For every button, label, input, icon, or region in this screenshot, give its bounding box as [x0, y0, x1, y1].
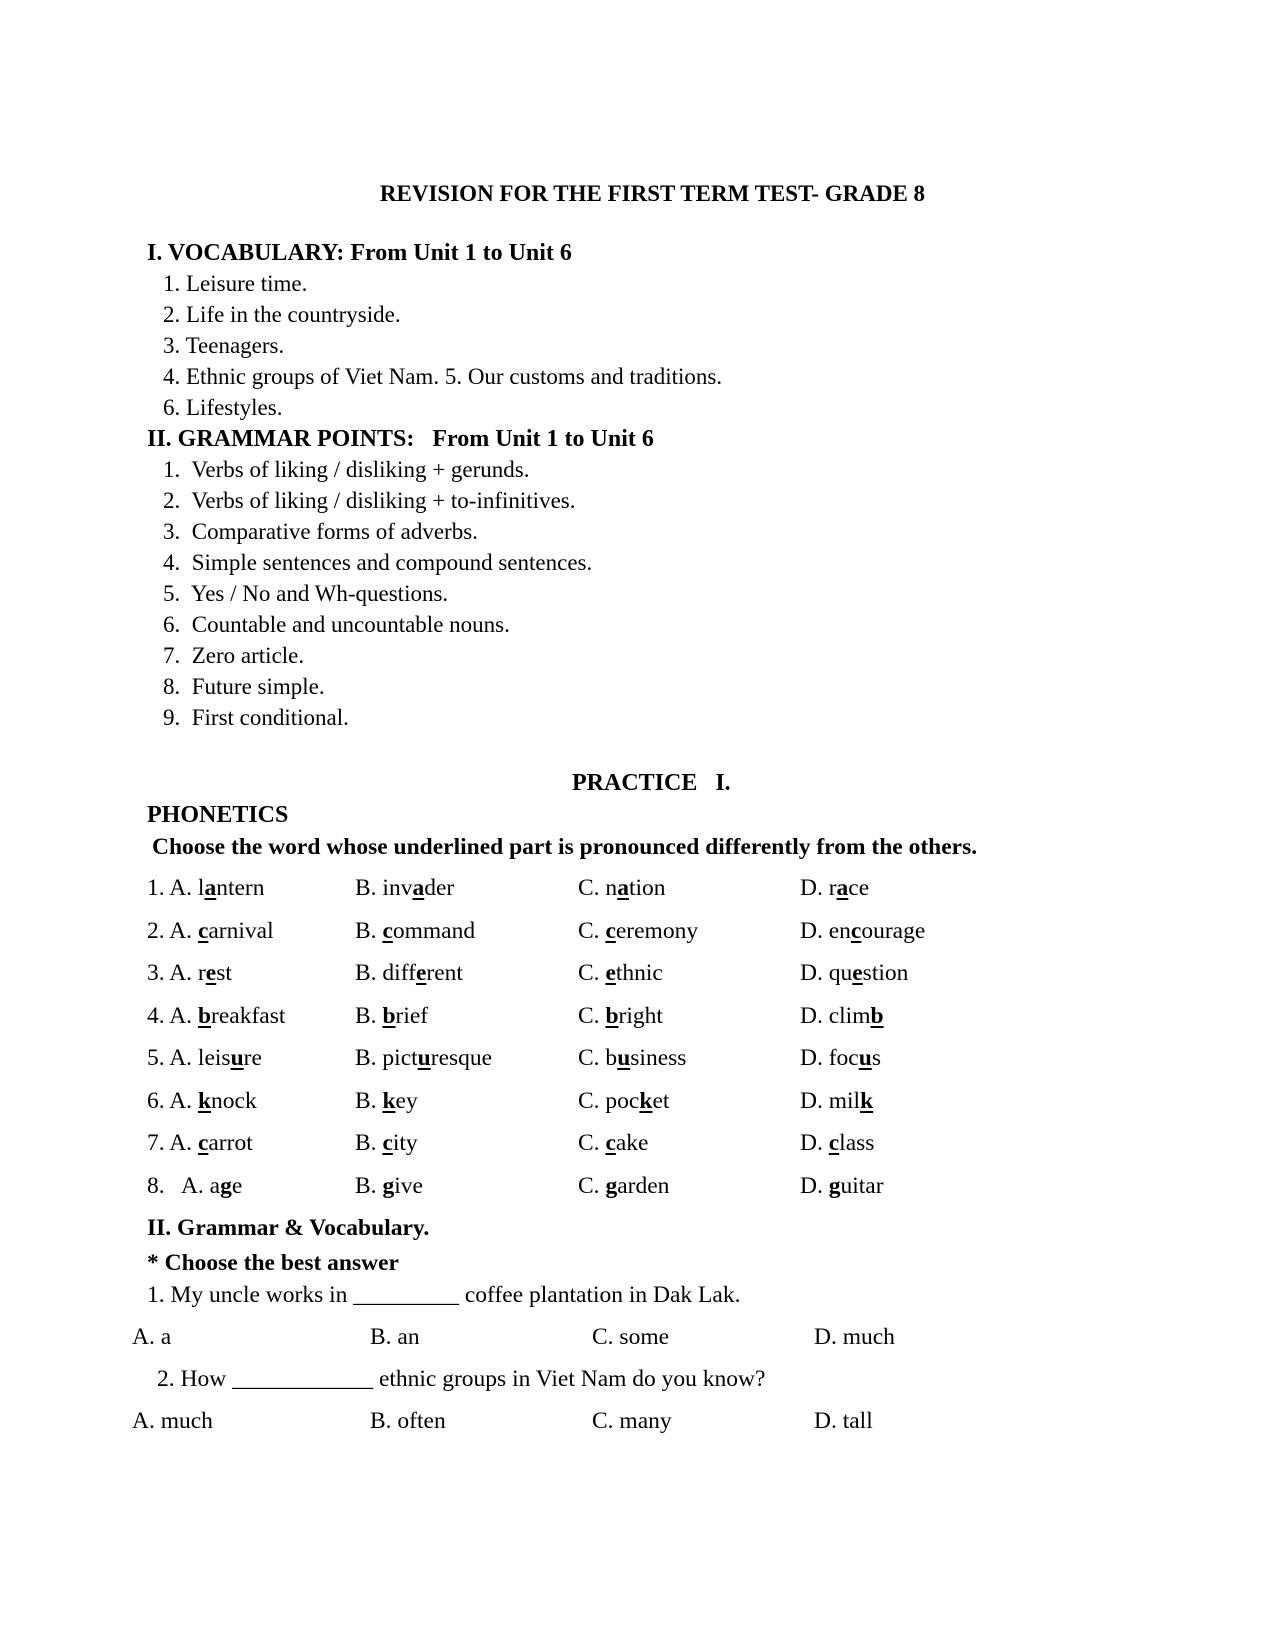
option-text: arnival [208, 917, 274, 944]
q1-option-b[interactable]: B. an [370, 1324, 420, 1350]
option-text: ive [394, 1172, 423, 1199]
underlined-part: c [197, 917, 209, 944]
option-text: siness [630, 1045, 687, 1071]
underlined-part: c [605, 1130, 616, 1156]
option-text: C. b [578, 1045, 618, 1071]
option-b[interactable] [355, 1003, 428, 1030]
option-d[interactable] [800, 960, 908, 987]
option-c[interactable] [578, 960, 663, 987]
option-text: B. diff [355, 960, 416, 986]
option-d[interactable] [800, 1045, 881, 1072]
question-2: 2. How ____________ ethnic groups in Viet Nam do you know? [157, 1366, 766, 1392]
q1-option-d[interactable]: D. much [814, 1324, 895, 1350]
option-b[interactable] [355, 918, 475, 945]
option-text: stion [862, 960, 909, 986]
option-c[interactable] [578, 1173, 669, 1200]
page-title: REVISION FOR THE FIRST TERM TEST- GRADE 8 [379, 181, 926, 206]
underlined-part: b [605, 1002, 619, 1029]
option-text: D. clim [800, 1002, 871, 1029]
grammar-item: 1. Verbs of liking / disliking + gerunds. [163, 457, 530, 482]
option-text: right [618, 1002, 663, 1029]
grammar-vocab-heading: II. Grammar & Vocabulary. [147, 1215, 430, 1241]
option-c[interactable] [578, 1130, 649, 1157]
underlined-part: a [204, 875, 217, 901]
option-d[interactable] [800, 875, 869, 902]
option-text: C. [578, 960, 606, 986]
underlined-part: g [220, 1172, 232, 1199]
option-text: e [231, 1172, 243, 1199]
option-c[interactable] [578, 918, 698, 945]
underlined-part: c [828, 1130, 840, 1156]
option-text: 5. A. leis [147, 1045, 231, 1071]
option-text: B. [355, 1130, 383, 1156]
q2-option-c[interactable]: C. many [592, 1408, 672, 1434]
underlined-part: b [197, 1002, 212, 1029]
underlined-part: a [836, 875, 849, 901]
underlined-part: u [617, 1045, 631, 1071]
option-text: uitar [840, 1172, 884, 1199]
option-text: C. [578, 1130, 606, 1156]
option-text: D. [800, 1130, 829, 1156]
option-text: 8. A. a [147, 1172, 221, 1199]
option-text: B. inv [355, 875, 413, 901]
underlined-part: a [412, 875, 425, 901]
q2-option-d[interactable]: D. tall [814, 1408, 873, 1434]
option-text: ey [395, 1087, 418, 1114]
underlined-part: a [617, 875, 629, 901]
q2-option-a[interactable]: A. much [132, 1408, 213, 1434]
option-text: der [424, 875, 455, 901]
option-text: re [243, 1045, 262, 1071]
option-b[interactable] [355, 1045, 492, 1072]
option-text: B. [355, 1002, 383, 1029]
option-text: C. poc [578, 1087, 640, 1114]
option-text: arrot [208, 1130, 253, 1156]
option-d[interactable] [800, 1130, 874, 1157]
option-text: C. [578, 1002, 606, 1029]
q1-option-c[interactable]: C. some [592, 1324, 670, 1350]
vocabulary-heading: I. VOCABULARY: From Unit 1 to Unit 6 [147, 240, 572, 266]
option-a[interactable] [147, 875, 265, 902]
option-b[interactable] [355, 1173, 423, 1200]
option-text: B. [355, 1172, 383, 1199]
underlined-part: g [605, 1172, 618, 1199]
option-text: tion [628, 875, 666, 901]
option-text: C. n [578, 875, 618, 901]
option-d[interactable] [800, 1088, 873, 1115]
option-text: s [871, 1045, 881, 1071]
grammar-item: 5. Yes / No and Wh-questions. [163, 581, 449, 606]
option-text: 6. A. [147, 1087, 198, 1114]
q1-option-a[interactable]: A. a [132, 1324, 172, 1350]
underlined-part: e [852, 960, 863, 986]
grammar-item: 7. Zero article. [163, 643, 305, 668]
underlined-part: g [382, 1172, 395, 1199]
option-d[interactable] [800, 1003, 884, 1030]
vocabulary-item: 4. Ethnic groups of Viet Nam. 5. Our customs and traditions. [163, 364, 723, 389]
option-text: ourage [861, 917, 926, 944]
option-text: 3. A. r [147, 960, 206, 986]
option-c[interactable] [578, 875, 666, 902]
underlined-part: c [382, 917, 393, 944]
underlined-part: c [197, 1130, 209, 1156]
underlined-part: u [858, 1045, 872, 1071]
option-text: arden [617, 1172, 670, 1199]
option-text: D. foc [800, 1045, 859, 1071]
question-1: 1. My uncle works in _________ coffee plantation in Dak Lak. [147, 1282, 741, 1308]
option-text: ntern [216, 875, 265, 901]
underlined-part: k [197, 1087, 212, 1114]
option-d[interactable] [800, 1173, 884, 1200]
phonetics-instruction: Choose the word whose underlined part is pronounced differently from the others. [152, 834, 978, 860]
underlined-part: k [382, 1087, 396, 1114]
grammar-item: 2. Verbs of liking / disliking + to-infinitives. [163, 488, 576, 513]
option-text: st [216, 960, 232, 986]
option-b[interactable] [355, 875, 454, 902]
option-a[interactable] [147, 918, 274, 945]
option-a[interactable] [147, 1045, 262, 1072]
practice-heading: PRACTICE I. [572, 770, 731, 796]
underlined-part: b [382, 1002, 396, 1029]
option-text: et [652, 1087, 670, 1114]
option-text: D. r [800, 875, 837, 901]
option-d[interactable] [800, 918, 925, 945]
option-a[interactable] [147, 1003, 285, 1030]
underlined-part: u [230, 1045, 244, 1071]
q2-option-b[interactable]: B. often [370, 1408, 446, 1434]
vocabulary-item: 6. Lifestyles. [163, 395, 283, 420]
grammar-item: 4. Simple sentences and compound sentences. [163, 550, 593, 575]
option-text: nock [211, 1087, 257, 1114]
option-text: rent [426, 960, 463, 986]
option-text: C. [578, 917, 606, 944]
grammar-item: 9. First conditional. [163, 705, 349, 730]
option-text: ity [392, 1130, 418, 1156]
option-text: 7. A. [147, 1130, 198, 1156]
option-text: ommand [392, 917, 476, 944]
choose-best-answer: * Choose the best answer [147, 1250, 399, 1276]
underlined-part: c [850, 917, 862, 944]
option-text: C. [578, 1172, 606, 1199]
option-text: B. pict [355, 1045, 418, 1071]
underlined-part: b [870, 1002, 884, 1029]
option-text: D. [800, 1172, 829, 1199]
option-text: 4. A. [147, 1002, 198, 1029]
underlined-part: e [205, 960, 217, 986]
option-a[interactable] [147, 1173, 242, 1200]
underlined-part: c [605, 917, 616, 944]
option-b[interactable] [355, 1130, 418, 1157]
option-text: B. [355, 917, 383, 944]
option-text: lass [839, 1130, 875, 1156]
vocabulary-item: 1. Leisure time. [163, 271, 308, 296]
underlined-part: e [605, 960, 616, 986]
option-a[interactable] [147, 960, 232, 987]
option-text: resque [430, 1045, 493, 1071]
vocabulary-item: 3. Teenagers. [163, 333, 285, 358]
option-text: thnic [615, 960, 663, 986]
underlined-part: c [382, 1130, 393, 1156]
grammar-item: 8. Future simple. [163, 674, 325, 699]
option-b[interactable] [355, 1088, 418, 1115]
option-text: 2. A. [147, 917, 198, 944]
grammar-item: 3. Comparative forms of adverbs. [163, 519, 478, 544]
option-text: reakfast [211, 1002, 286, 1029]
grammar-points-heading: II. GRAMMAR POINTS: From Unit 1 to Unit 6 [147, 426, 654, 452]
vocabulary-item: 2. Life in the countryside. [163, 302, 401, 327]
option-c[interactable] [578, 1088, 669, 1115]
underlined-part: g [828, 1172, 841, 1199]
option-text: ce [848, 875, 870, 901]
option-text: eremony [615, 917, 699, 944]
underlined-part: e [415, 960, 427, 986]
option-text: 1. A. l [147, 875, 205, 901]
underlined-part: k [639, 1087, 653, 1114]
underlined-part: u [417, 1045, 431, 1071]
option-c[interactable] [578, 1045, 686, 1072]
option-text: rief [395, 1002, 429, 1029]
option-c[interactable] [578, 1003, 663, 1030]
option-a[interactable] [147, 1130, 253, 1157]
grammar-item: 6. Countable and uncountable nouns. [163, 612, 510, 637]
option-text: D. qu [800, 960, 853, 986]
underlined-part: k [860, 1087, 874, 1114]
phonetics-heading: PHONETICS [147, 802, 289, 828]
option-text: ake [615, 1130, 649, 1156]
option-text: D. en [800, 917, 851, 944]
option-b[interactable] [355, 960, 463, 987]
option-a[interactable] [147, 1088, 257, 1115]
option-text: D. mil [800, 1087, 861, 1114]
option-text: B. [355, 1087, 383, 1114]
